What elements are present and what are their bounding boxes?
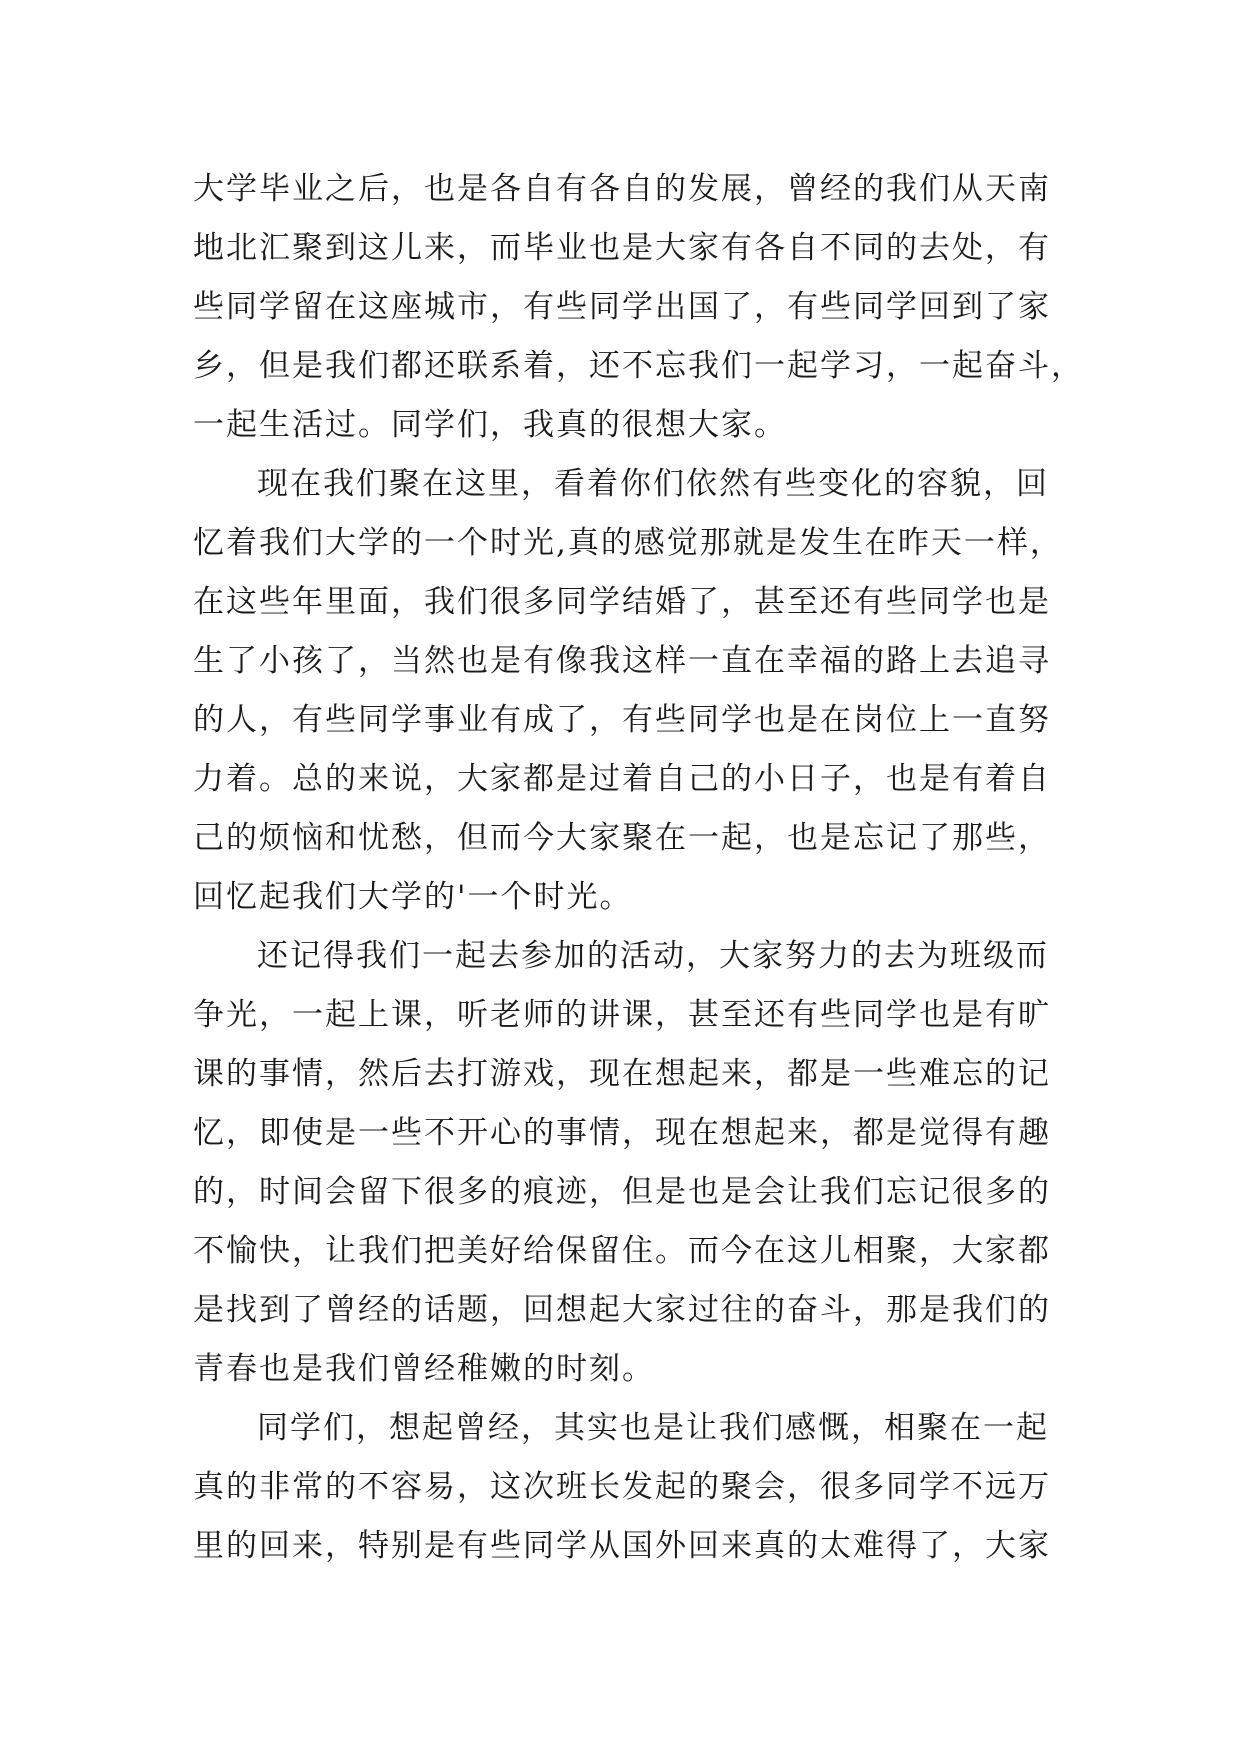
text-line: 己的烦恼和忧愁，但而今大家聚在一起，也是忘记了那些，	[193, 820, 1051, 856]
paragraph	[193, 455, 1063, 927]
text-line: 生了小孩了，当然也是有像我这样一直在幸福的路上去追寻	[193, 643, 1051, 679]
paragraph	[193, 927, 1053, 1399]
text-line: 课的事情，然后去打游戏，现在想起来，都是一些难忘的记	[193, 1056, 1051, 1092]
text-line: 的人，有些同学事业有成了，有些同学也是在岗位上一直努	[193, 702, 1051, 738]
text-line: 的，时间会留下很多的痕迹，但是也是会让我们忘记很多的	[193, 1174, 1051, 1210]
text-line: 在这些年里面，我们很多同学结婚了，甚至还有些同学也是	[193, 584, 1051, 620]
paragraph	[193, 1399, 1053, 1576]
text-line: 大学毕业之后，也是各自有各自的发展，曾经的我们从天南	[193, 171, 1051, 207]
paragraph	[193, 160, 1084, 455]
text-line: 忆着我们大学的一个时光,真的感觉那就是发生在昨天一样，	[193, 525, 1063, 561]
text-line: 现在我们聚在这里，看着你们依然有些变化的容貌，回	[257, 466, 1049, 502]
text-line: 地北汇聚到这儿来，而毕业也是大家有各自不同的去处，有	[193, 230, 1051, 266]
text-line: 忆，即使是一些不开心的事情，现在想起来，都是觉得有趣	[193, 1115, 1051, 1151]
text-line: 争光，一起上课，听老师的讲课，甚至还有些同学也是有旷	[193, 997, 1051, 1033]
text-line: 青春也是我们曾经稚嫩的时刻。	[193, 1351, 655, 1387]
text-line: 不愉快，让我们把美好给保留住。而今在这儿相聚，大家都	[193, 1233, 1051, 1269]
text-line: 些同学留在这座城市，有些同学出国了，有些同学回到了家	[193, 289, 1051, 325]
text-line: 乡，但是我们都还联系着，还不忘我们一起学习，一起奋斗，	[193, 348, 1084, 384]
text-line: 真的非常的不容易，这次班长发起的聚会，很多同学不远万	[193, 1469, 1051, 1505]
text-line: 里的回来，特别是有些同学从国外回来真的太难得了，大家	[193, 1528, 1051, 1564]
text-line: 回忆起我们大学的'一个时光。	[193, 879, 633, 915]
document-body	[193, 160, 1084, 1576]
text-line: 力着。总的来说，大家都是过着自己的小日子，也是有着自	[193, 761, 1051, 797]
text-line: 是找到了曾经的话题，回想起大家过往的奋斗，那是我们的	[193, 1292, 1051, 1328]
text-line: 还记得我们一起去参加的活动，大家努力的去为班级而	[257, 938, 1049, 974]
text-line: 同学们，想起曾经，其实也是让我们感慨，相聚在一起	[257, 1410, 1049, 1446]
text-line: 一起生活过。同学们，我真的很想大家。	[193, 407, 787, 443]
